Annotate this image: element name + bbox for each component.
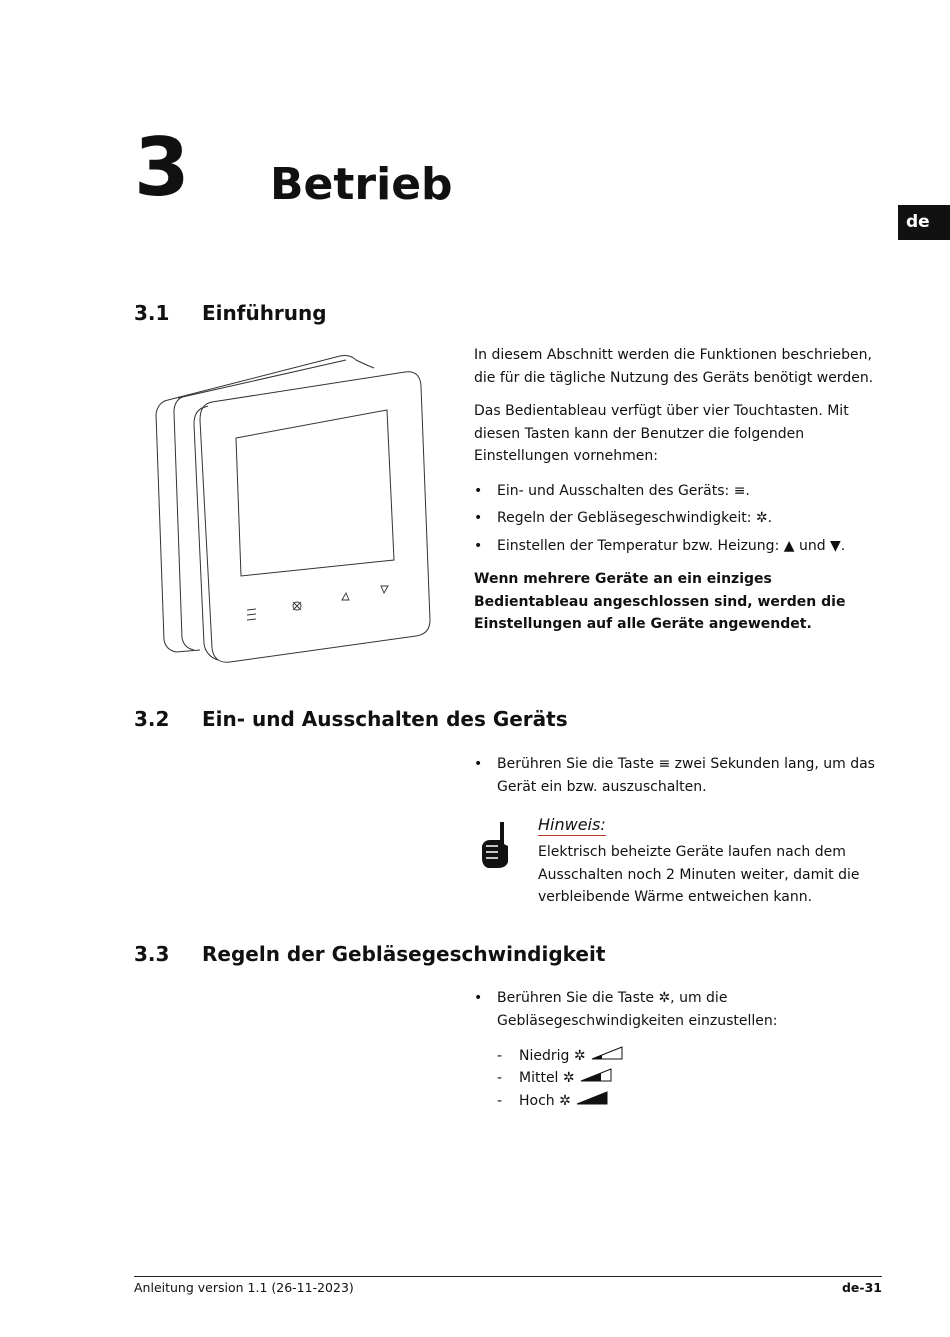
section-number-3-2: 3.2 [134, 707, 170, 731]
language-tab: de [898, 205, 950, 240]
list-item-text: Berühren Sie die Taste ✲, um die Gebläsegeschwindigkeiten einzustellen: [497, 990, 778, 1029]
speed-label: Niedrig [519, 1048, 570, 1064]
page-number: de-31 [841, 1280, 882, 1295]
list-item-text: Einstellen der Temperatur bzw. Heizung: ▲ und ▼. [497, 538, 846, 554]
chapter-number: 3 [134, 121, 188, 214]
footer-version: Anleitung version 1.1 (26-11-2023) [134, 1280, 354, 1295]
list-item: • Ein- und Ausschalten des Geräts: ≡. [474, 480, 884, 503]
speed-level-icon [590, 1046, 624, 1060]
list-item: • Berühren Sie die Taste ✲, um die Gebläsegeschwindigkeiten einzustellen: [474, 987, 884, 1032]
list-item: • Regeln der Gebläsegeschwindigkeit: ✲. [474, 507, 884, 530]
speed-item-low: - Niedrig ✲ [497, 1045, 624, 1068]
intro-paragraph-1: In diesem Abschnitt werden die Funktionen beschrieben, die für die tägliche Nutzung des Geräts benötigt werden. [474, 347, 874, 386]
fan-icon: ✲ [573, 1048, 586, 1064]
list-item-text: Berühren Sie die Taste ≡ zwei Sekunden lang, um das Gerät ein bzw. auszuschalten. [497, 756, 875, 795]
hint-title: Hinweis: [538, 815, 606, 834]
section-number-3-1: 3.1 [134, 301, 170, 325]
list-item: • Berühren Sie die Taste ≡ zwei Sekunden lang, um das Gerät ein bzw. auszuschalten. [474, 753, 884, 798]
fan-icon: ✲ [559, 1093, 571, 1109]
speed-level-icon [575, 1091, 609, 1105]
speed-label: Hoch [519, 1093, 555, 1109]
section-number-3-3: 3.3 [134, 942, 170, 966]
section-title-3-2: Ein- und Ausschalten des Geräts [202, 707, 568, 731]
speed-item-medium: - Mittel ✲ [497, 1067, 613, 1090]
control-panel-illustration [150, 350, 435, 668]
section-title-3-3: Regeln der Gebläsegeschwindigkeit [202, 942, 606, 966]
chapter-title: Betrieb [270, 159, 453, 210]
speed-item-high: - Hoch ✲ [497, 1090, 609, 1113]
list-item-text: Ein- und Ausschalten des Geräts: ≡. [497, 483, 750, 499]
intro-paragraph-2: Das Bedientableau verfügt über vier Touchtasten. Mit diesen Tasten kann der Benutzer die folgenden Einstellungen vornehmen: [474, 403, 849, 464]
hint-body: Elektrisch beheizte Geräte laufen nach dem Ausschalten noch 2 Minuten weiter, damit die verbleibende Wärme entweichen kann. [538, 844, 860, 905]
speed-label: Mittel [519, 1070, 559, 1086]
list-item-text: Regeln der Gebläsegeschwindigkeit: ✲. [497, 510, 773, 526]
fan-icon: ✲ [562, 1070, 575, 1086]
speed-level-icon [579, 1068, 613, 1082]
list-item: • Einstellen der Temperatur bzw. Heizung: ▲ und ▼. [474, 535, 884, 558]
section-title-3-1: Einführung [202, 301, 327, 325]
pointing-hand-icon [480, 820, 512, 870]
footer-divider [134, 1276, 882, 1277]
bold-note: Wenn mehrere Geräte an ein einziges Bedientableau angeschlossen sind, werden die Einstellungen auf alle Geräte angewendet. [474, 571, 846, 632]
